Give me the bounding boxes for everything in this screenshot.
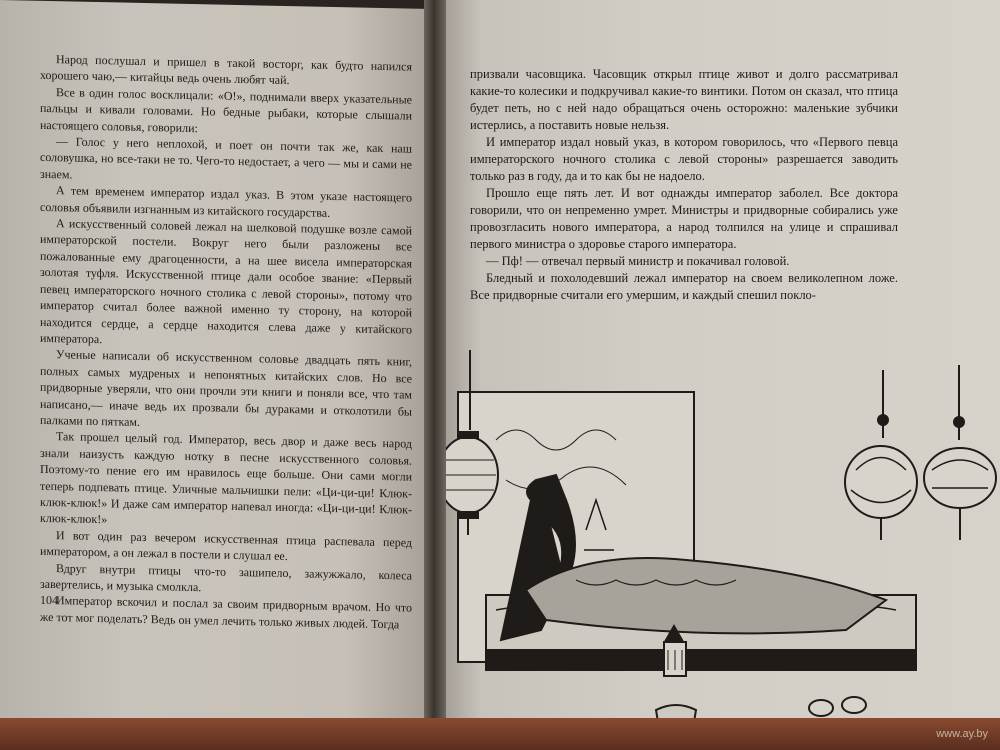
left-paragraph: — Голос у него неплохой, и поет он почти так же, как наш соловушка, но все-таки не то. Чего-то недостает, а чего — мы и сами не знаем. [40, 134, 412, 182]
left-page [0, 0, 432, 750]
left-paragraph: И вот один раз вечером искусственная птица распевала перед императором, а он лежал в постели и слушал ее. [40, 527, 412, 564]
page-number: 104 [40, 592, 58, 608]
right-lanterns [845, 365, 996, 540]
left-paragraph: Народ послушал и пришел в такой восторг, как будто напился хорошего чаю,— китайцы ведь очень любят чай. [40, 52, 412, 88]
right-paragraph: Бледный и похолодевший лежал император на своем великолепном ложе. Все придворные считали его умершим, и каждый спешил покло- [470, 271, 898, 302]
right-paragraph: И император издал новый указ, в котором говорилось, что «Первого певца императорского ночного столика с левой стороны» разрешается заводить только раз в году, да и то как бы не надоело. [470, 135, 898, 183]
left-paragraph: А искусственный соловей лежал на шелковой подушке возле самой императорской постели. Вокруг него были разложены все пожалованные ему драгоценности, а на шее висела императорская золотая туфля. Искусственной птице дали особое звание: «Первый певец императорского ночного столика с левой стороны», потому что император считал более важной именно ту сторону, на которой находится сердце, а сердце находится слева даже у китайского императора. [40, 216, 412, 347]
left-paragraph: Император вскочил и послал за своим придворным врачом. Но что же тот мог поделать? Ведь он умел лечить только живых людей. Тогда [40, 593, 412, 632]
watermark: www.ay.by [936, 728, 988, 740]
right-paragraph: — Пф! — отвечал первый министр и покачивал головой. [486, 254, 790, 268]
book-gutter [424, 0, 446, 750]
right-paragraph: Прошло еще пять лет. И вот однажды император заболел. Все доктора говорили, что он непременно умрет. Министры и придворные собирались уже провозгласить нового императора, а народ толпился на улице и спрашивал первого министра о здоровье старого императора. [470, 186, 898, 251]
left-paragraph: Вдруг внутри птицы что-то зашипело, зажужжало, колеса завертелись, и музыка смолкла. [40, 560, 412, 595]
table-edge [0, 718, 1000, 750]
right-text-column [470, 66, 898, 304]
left-paragraph: Все в один голос восклицали: «О!», поднимали вверх указательные пальцы и кивали головами. Но бедные рыбаки, которые слышали настоящего соловья, говорили: [40, 84, 412, 135]
right-paragraph: призвали часовщика. Часовщик открыл птице живот и долго рассматривал какие-то колесики и подкручивал какие-то винтики. Потом он сказал, что птица будет петь, но с ней надо обращаться очень осторожно: маленькие зубчики истерлись, а поставить новые нельзя. [470, 67, 898, 132]
left-paragraph: Так прошел целый год. Император, весь двор и даже весь народ знали наизусть каждую нотку в песне искусственного соловья. Поэтому-то пение его им нравилось еще больше. Они сами могли теперь подпевать птице. Уличные мальчишки пели: «Ци-ци-ци! Клюк-клюк-клюк!» И даже сам император напевал иногда: «Ци-ци-ци! Клюк-клюк-клюк!» [40, 429, 412, 527]
left-paragraph: А тем временем император издал указ. В этом указе настоящего соловья объявили изгнанным из китайского государства. [40, 183, 412, 220]
emperor-illustration [436, 350, 1000, 750]
slippers [809, 697, 866, 716]
left-paragraph: Ученые написали об искусственном соловье двадцать пять книг, полных самых мудреных и непонятных китайских слов. Но все придворные уверяли, что они прочли эти книги и поняли все, что там написано,— иначе ведь их прозвали бы дураками и отколотили бы палками по пяткам. [40, 347, 412, 429]
left-text-column [40, 51, 412, 633]
